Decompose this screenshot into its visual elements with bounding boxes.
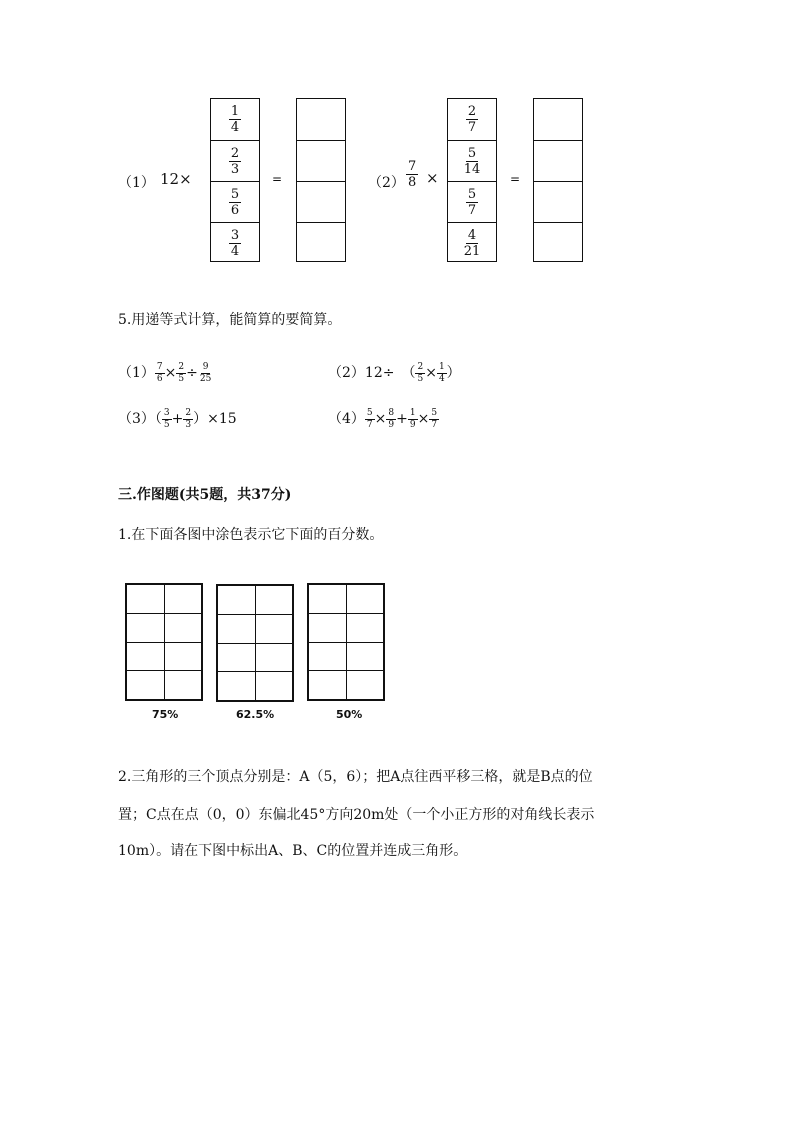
p4-2-answer-column xyxy=(533,98,583,262)
p4-1-label: （1） xyxy=(118,175,155,191)
fraction: $\frac{2}{3}$ xyxy=(230,145,240,177)
fraction: $\frac{3}{4}$ xyxy=(230,227,240,259)
p4-2-times: × xyxy=(426,169,439,187)
answer-cell[interactable] xyxy=(297,99,345,140)
fraction: $\frac{5}{14}$ xyxy=(463,145,481,177)
fraction: $\frac{5}{7}$ xyxy=(467,186,477,218)
fraction: $\frac{7}{8}$ xyxy=(408,159,417,190)
p4-2-cell xyxy=(448,222,496,263)
section3-q1: 1.在下面各图中涂色表示它下面的百分数。 xyxy=(118,527,384,543)
p4-1-cell xyxy=(211,140,259,181)
p4-2-fraction-column xyxy=(447,98,497,262)
p4-1-cell xyxy=(211,99,259,140)
p4-1-fraction-column xyxy=(210,98,260,262)
answer-cell[interactable] xyxy=(297,140,345,181)
section3-heading: 三.作图题(共5题，共37分) xyxy=(118,487,292,503)
answer-cell[interactable] xyxy=(534,140,582,181)
p4-1-cell xyxy=(211,181,259,222)
answer-cell[interactable] xyxy=(534,222,582,263)
answer-cell[interactable] xyxy=(534,99,582,140)
expr-3: （3）（ $\frac{3}{5}$ + $\frac{2}{3}$ ）×15 xyxy=(118,407,237,430)
answer-cell[interactable] xyxy=(297,181,345,222)
p4-2-label: （2） xyxy=(368,175,405,191)
p4-1-equals: = xyxy=(272,172,283,186)
percent-label: 75% xyxy=(152,708,179,721)
fraction: $\frac{1}{4}$ xyxy=(230,104,240,135)
p4-1-multiplier: 12× xyxy=(160,170,192,188)
p4-2-equals: = xyxy=(510,172,521,186)
p4-1-cell xyxy=(211,222,259,263)
problem5-title: 5.用递等式计算，能简算的要简算。 xyxy=(118,312,342,328)
p4-2-cell xyxy=(448,140,496,181)
fraction: $\frac{4}{21}$ xyxy=(463,227,481,259)
section3-q2-line2: 置；C点在点（0，0）东偏北45°方向20m处（一个小正方形的对角线长表示 xyxy=(118,807,595,823)
section3-q2-line3: 10m）。请在下图中标出A、B、C的位置并连成三角形。 xyxy=(118,843,468,859)
expr-4: （4） $\frac{5}{7}$ × $\frac{8}{9}$ + $\frac{1}{9}$ × $\frac{5}{7}$ xyxy=(328,407,438,430)
percent-label: 62.5% xyxy=(236,708,275,721)
p4-2-multiplier xyxy=(406,160,418,189)
expr-2: （2）12÷ （ $\frac{2}{5}$ × $\frac{1}{4}$ ） xyxy=(328,361,461,384)
section3-q2-line1: 2.三角形的三个顶点分别是：A（5，6）；把A点往西平移三格，就是B点的位 xyxy=(118,769,593,785)
answer-cell[interactable] xyxy=(297,222,345,263)
expr-1: （1） $\frac{7}{6}$ × $\frac{2}{5}$ ÷ $\frac{9}{25}$ xyxy=(118,361,212,384)
shade-grid-62-5[interactable] xyxy=(216,584,294,702)
p4-2-cell xyxy=(448,99,496,140)
fraction: $\frac{2}{7}$ xyxy=(467,104,477,135)
percent-label: 50% xyxy=(336,708,363,721)
shade-grid-50[interactable] xyxy=(307,583,385,701)
p4-2-cell xyxy=(448,181,496,222)
shade-grid-75[interactable] xyxy=(125,583,203,701)
p4-1-answer-column xyxy=(296,98,346,262)
answer-cell[interactable] xyxy=(534,181,582,222)
fraction: $\frac{5}{6}$ xyxy=(230,186,240,218)
